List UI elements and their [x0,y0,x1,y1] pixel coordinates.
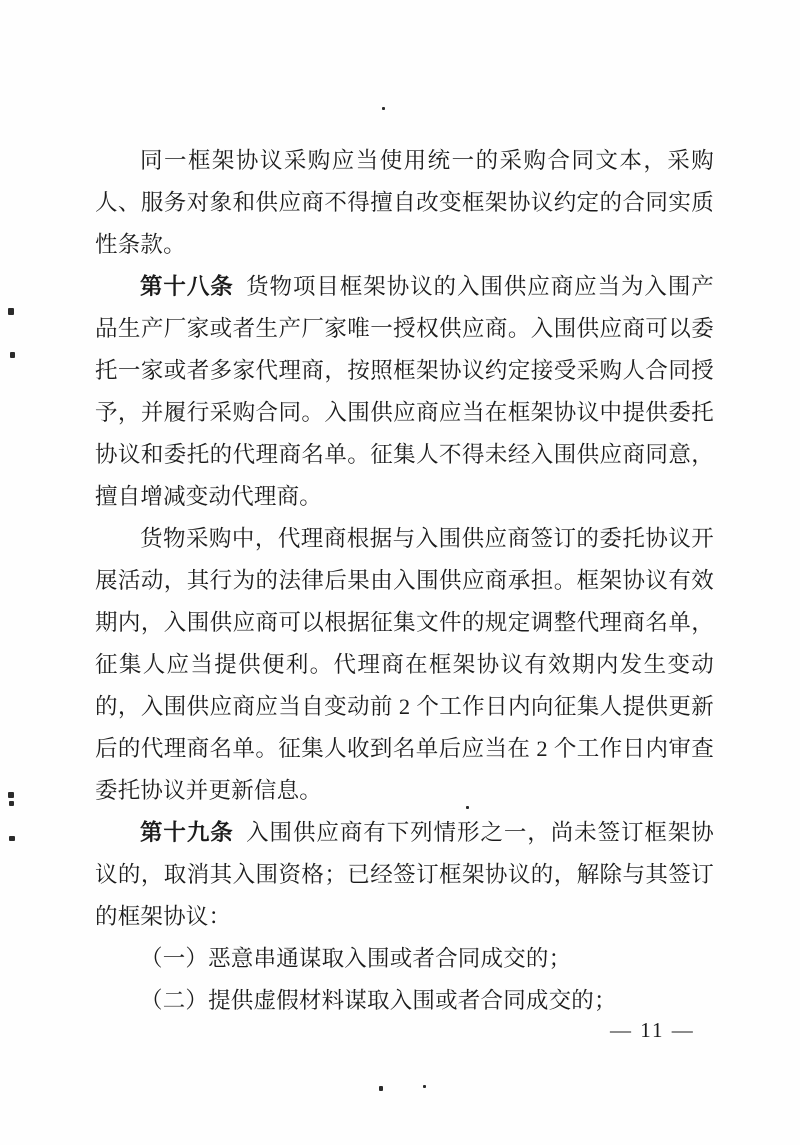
scan-speck [382,107,385,110]
scan-speck [379,1086,383,1091]
paragraph-text: 货物采购中，代理商根据与入围供应商签订的委托协议开展活动，其行为的法律后果由入围供应商承担。框架协议有效期内，入围供应商可以根据征集文件的规定调整代理商名单，征集人应当提供便利。代理商在框架协议有效期内发生变动的，入围供应商应当自变动前 2 个工作日内向征集人提供更新后的代理商名单。征集人收到名单后应当在 2 个工作日内审查委托协议并更新信息。 [95,526,714,803]
article-number-heading: 第十八条 [140,274,234,299]
page-number: — 11 — [610,1018,695,1042]
scan-speck [466,806,469,809]
list-item-1 [95,938,714,980]
paragraph-text: 同一框架协议采购应当使用统一的采购合同文本，采购人、服务对象和供应商不得擅自改变框架协议约定的合同实质性条款。 [95,148,714,257]
paragraph-article-18 [95,266,714,518]
paragraph-article-19 [95,812,714,938]
paragraph-text: 货物项目框架协议的入围供应商应当为入围产品生产厂家或者生产厂家唯一授权供应商。入围供应商可以委托一家或者多家代理商，按照框架协议约定接受采购人合同授予，并履行采购合同。入围供应商应当在框架协议中提供委托协议和委托的代理商名单。征集人不得未经入围供应商同意，擅自增减变动代理商。 [95,274,714,509]
scan-speck [8,308,14,315]
list-item-text: （一）恶意串通谋取入围或者合同成交的； [140,946,572,971]
paragraph-text: 入围供应商有下列情形之一，尚未签订框架协议的，取消其入围资格；已经签订框架协议的，解除与其签订的框架协议： [95,820,714,929]
scan-speck [8,792,14,798]
paragraph-intro [95,140,714,266]
article-number-heading: 第十九条 [140,820,234,845]
scan-speck [423,1085,426,1088]
scan-speck [9,836,15,841]
document-body [95,140,714,1022]
scan-speck [9,801,14,806]
paragraph-goods-procurement [95,518,714,812]
scan-speck [10,352,15,358]
list-item-text: （二）提供虚假材料谋取入围或者合同成交的； [140,988,617,1013]
